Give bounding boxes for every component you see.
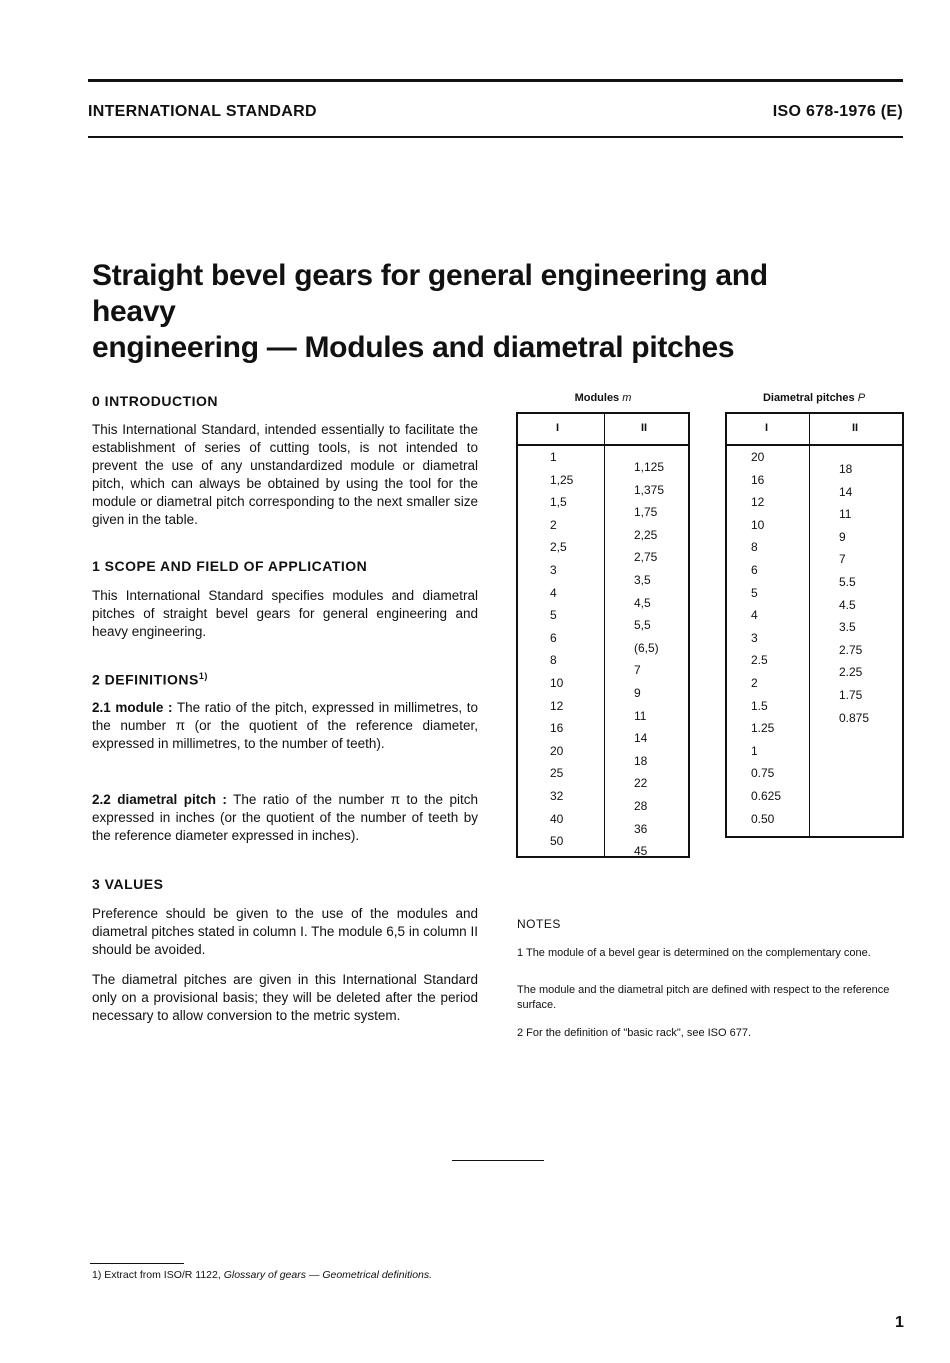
pitches-col-ii-cell: 3.5	[839, 620, 856, 635]
modules-col-ii-cell: 18	[634, 753, 648, 768]
modules-col-i-cell: 6	[550, 630, 557, 645]
pitches-column-separator	[809, 414, 810, 836]
values-text-2: The diametral pitches are given in this International Standard only on a provisional basis; they will be deleted after the period necessary to allow conversion to the metric system.	[92, 972, 478, 1023]
pitches-caption-text: Diametral pitches	[762, 392, 855, 404]
pitches-col-i-header: I	[765, 422, 769, 434]
modules-table	[516, 412, 690, 858]
pitches-col-ii-cell: 14	[839, 484, 853, 499]
modules-col-i-cell: 50	[550, 834, 564, 849]
modules-column-separator	[604, 414, 605, 856]
pitches-col-i-cell: 2	[751, 676, 758, 690]
pitches-col-ii-cell: 18	[839, 462, 853, 476]
scope-text: This International Standard specifies modules and diametral pitches of straight bevel gears for general engineering and heavy engineering.	[92, 588, 478, 639]
intro-heading: 0 INTRODUCTION	[92, 393, 218, 409]
modules-col-i-cell: 40	[550, 811, 564, 826]
modules-col-ii-cell: 9	[634, 686, 641, 700]
modules-col-i-header: I	[556, 422, 560, 434]
scope-heading: 1 SCOPE AND FIELD OF APPLICATION	[92, 558, 368, 574]
modules-col-ii-cell: 5,5	[634, 618, 651, 633]
pitches-col-i-cell: 8	[751, 540, 758, 555]
notes-heading: NOTES	[517, 917, 561, 931]
modules-col-ii-cell: 28	[634, 799, 648, 813]
pitches-col-i-cell: 1	[751, 743, 758, 758]
modules-col-i-cell: 32	[550, 789, 564, 803]
pitches-col-i-cell: 4	[751, 608, 758, 623]
pitches-col-ii-cell: 0.875	[839, 710, 870, 725]
footnote-text: Extract from ISO/R 1122,	[104, 1269, 221, 1281]
modules-col-i-cell: 10	[550, 676, 564, 690]
modules-col-i-cell: 8	[550, 653, 557, 668]
pitches-header-separator	[727, 444, 902, 446]
definitions-heading-text: 2 DEFINITIONS	[92, 671, 199, 688]
pitches-col-ii-header: II	[852, 422, 859, 434]
pitches-col-i-cell: 2.5	[751, 653, 768, 668]
intro-text: This International Standard, intended essentially to facilitate the establishment of series of cutting tools, is not intended to prevent the use of any unstandardized module or diametral pitch, which can always be obtained by using the tool for the module or diametral pitch corresponding to the next smaller size given in the table.	[92, 422, 478, 527]
pitches-col-i-cell: 10	[751, 517, 765, 532]
modules-col-ii-cell: (6,5)	[634, 640, 659, 655]
modules-col-ii-cell: 4,5	[634, 595, 651, 610]
modules-col-i-cell: 2,5	[550, 540, 567, 555]
modules-col-i-cell: 3	[550, 563, 557, 577]
modules-col-i-cell: 1,5	[550, 495, 567, 510]
pitches-col-ii-cell: 2.25	[839, 665, 863, 680]
footnote-marker: 1)	[92, 1269, 102, 1281]
footnote	[92, 1269, 432, 1281]
modules-col-i-cell: 20	[550, 743, 564, 758]
pitches-col-i-cell: 20	[751, 450, 765, 464]
modules-col-i-cell: 2	[550, 517, 557, 532]
header-bottom-rule	[88, 136, 903, 138]
title-line-1: Straight bevel gears for general engineering and heavy	[92, 259, 768, 328]
page-number: 1	[895, 1314, 904, 1331]
title-line-2: engineering — Modules and diametral pitches	[92, 331, 735, 364]
modules-col-ii-cell: 14	[634, 731, 648, 746]
definition-module-term: 2.1 module :	[92, 700, 173, 715]
top-rule	[88, 79, 903, 82]
center-separator	[452, 1160, 544, 1161]
modules-col-ii-cell: 7	[634, 663, 641, 678]
definition-module	[92, 699, 478, 753]
values-text-1: Preference should be given to the use of the modules and diametral pitches stated in column I. The module 6,5 in column II should be avoided.	[92, 906, 478, 957]
note-2: 2 For the definition of "basic rack", see ISO 677.	[517, 1027, 752, 1039]
modules-col-i-cell: 16	[550, 721, 564, 736]
pitches-col-i-cell: 0.75	[751, 766, 775, 781]
header-standard-label: INTERNATIONAL STANDARD	[88, 103, 317, 120]
document-title	[92, 258, 852, 366]
pitches-col-ii-cell: 7	[839, 552, 846, 567]
values-heading: 3 VALUES	[92, 876, 164, 892]
pitches-col-i-cell: 6	[751, 563, 758, 577]
pitches-col-i-cell: 16	[751, 472, 765, 487]
modules-col-i-cell: 5	[550, 608, 557, 623]
modules-col-i-cell: 12	[550, 698, 564, 713]
pitches-col-ii-cell: 11	[839, 507, 852, 522]
modules-table-caption	[517, 392, 689, 404]
modules-caption-variable: m	[622, 392, 632, 404]
modules-col-i-cell: 4	[550, 585, 557, 600]
pitches-col-ii-cell: 2.75	[839, 642, 863, 657]
definitions-heading	[92, 671, 208, 688]
definition-diametral-pitch-text: The ratio of the number π to the pitch expressed in inches (or the quotient of the number of teeth by the reference diameter expressed in inches).	[92, 792, 478, 843]
header-document-number: ISO 678-1976 (E)	[772, 103, 903, 120]
pitches-col-ii-cell: 5.5	[839, 575, 856, 589]
modules-col-ii-cell: 11	[634, 708, 647, 723]
pitches-table-caption	[726, 392, 902, 404]
pitches-col-i-cell: 12	[751, 495, 765, 510]
modules-col-ii-cell: 1,375	[634, 482, 665, 497]
note-1b: The module and the diametral pitch are defined with respect to the reference surface.	[517, 984, 890, 1011]
modules-col-ii-cell: 22	[634, 776, 648, 791]
pitches-col-i-cell: 1.5	[751, 698, 768, 713]
modules-col-i-cell: 25	[550, 766, 564, 781]
modules-col-ii-cell: 2,75	[634, 550, 658, 565]
definition-diametral-pitch-term: 2.2 diametral pitch :	[92, 792, 227, 807]
pitches-caption-variable: P	[857, 392, 866, 404]
modules-col-ii-header: II	[641, 422, 648, 434]
pitches-col-i-cell: 1.25	[751, 721, 775, 736]
pitches-table	[725, 412, 904, 838]
modules-col-ii-cell: 1,75	[634, 505, 658, 520]
pitches-col-i-cell: 3	[751, 630, 758, 645]
pitches-col-ii-cell: 4.5	[839, 597, 856, 612]
modules-col-ii-cell: 1,125	[634, 460, 665, 474]
pitches-col-i-cell: 0.50	[751, 811, 775, 826]
modules-header-separator	[518, 444, 688, 446]
modules-col-ii-cell: 45	[634, 844, 648, 859]
footnote-italic-title: Glossary of gears — Geometrical definitions.	[223, 1269, 433, 1281]
modules-col-ii-cell: 3,5	[634, 573, 651, 587]
modules-col-i-cell: 1,25	[550, 472, 574, 487]
definition-module-text: The ratio of the pitch, expressed in millimetres, to the number π (or the quotient of the reference diameter, expressed in millimetres, to the number of teeth).	[92, 700, 478, 751]
pitches-col-i-cell: 5	[751, 585, 758, 600]
definitions-footnote-marker: 1)	[198, 671, 208, 681]
pitches-col-ii-cell: 9	[839, 529, 846, 544]
definition-diametral-pitch	[92, 791, 478, 845]
modules-col-ii-cell: 36	[634, 821, 648, 836]
pitches-col-i-cell: 0.625	[751, 789, 782, 803]
pitches-col-ii-cell: 1.75	[839, 688, 863, 702]
note-1a: 1 The module of a bevel gear is determined on the complementary cone.	[517, 947, 871, 959]
footnote-rule	[90, 1263, 184, 1264]
modules-caption-text: Modules	[574, 392, 620, 404]
modules-col-i-cell: 1	[550, 450, 557, 464]
modules-col-ii-cell: 2,25	[634, 527, 658, 542]
